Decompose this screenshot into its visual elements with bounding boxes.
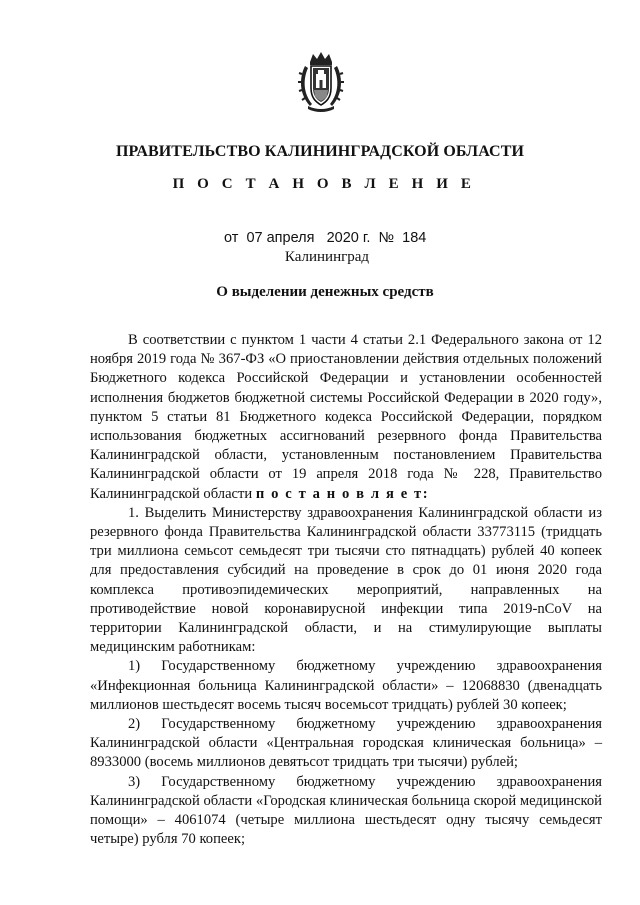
document-body — [90, 331, 602, 849]
coat-of-arms-emblem — [296, 50, 346, 114]
number-sign: № — [378, 230, 395, 246]
document-type: П О С Т А Н О В Л Е Н И Е — [172, 176, 476, 192]
document-number: 184 — [402, 230, 427, 246]
date-line — [224, 230, 426, 246]
preamble-text: В соответствии с пунктом 1 части 4 статьи 2.1 Федерального закона от 12 ноября 2019 года № 367-ФЗ «О приостановлении действия отдельных положений Бюджетного кодекса Российской Федерации и установлении особенностей исполнения бюджетов бюджетной системы Российской Федерации в 2020 году», пунктом 5 статьи 81 Бюджетного кодекса Российской Федерации, порядком использования бюджетных ассигнований резервного фонда Правительства Калининградской области, установленным постановлением Правительства Калининградской области от 19 апреля 2018 года № 228, Правительство Калининградской области — [90, 332, 602, 502]
date-prefix: от — [224, 230, 239, 246]
decree-word: п о с т а н о в л я е т: — [255, 485, 430, 502]
preamble-paragraph — [90, 331, 602, 504]
subitem-1-paragraph: 1) Государственному бюджетному учреждению здравоохранения «Инфекционная больница Калининградской области» – 12068830 (двенадцать миллионов шестьдесят восемь тысяч восемьсот тридцать) рублей 30 копеек; — [90, 658, 602, 713]
document-subject: О выделении денежных средств — [216, 284, 434, 300]
date-value: 07 апреля — [246, 230, 315, 246]
item-1-paragraph: 1. Выделить Министерству здравоохранения Калининградской области из резервного фонда Правительства Калининградской области 33773115 (тридцать три миллиона семьсот семьдесят три тысячи сто пятнадцать) рублей 40 копеек для предоставления субсидий на проведение в срок до 01 июня 2020 года комплекса противоэпидемических мероприятий, направленных на противодействие новой коронавирусной инфекции типа 2019-nCoV на территории Калининградской области, и на стимулирующие выплаты медицинским работникам: — [90, 504, 602, 656]
subitem-3-paragraph: 3) Государственному бюджетному учреждению здравоохранения Калининградской области «Городская клиническая больница скорой медицинской помощи» – 4061074 (четыре миллиона шестьдесят одну тысячу семьдесят четыре) рубля 70 копеек; — [90, 773, 602, 848]
city: Калининград — [284, 249, 370, 265]
subitem-2-paragraph: 2) Государственному бюджетному учреждению здравоохранения Калининградской области «Центральная городская клиническая больница» – 8933000 (восемь миллионов девятьсот тридцать три тысячи) рублей; — [90, 716, 602, 771]
government-name: ПРАВИТЕЛЬСТВО КАЛИНИНГРАДСКОЙ ОБЛАСТИ — [115, 143, 525, 160]
date-year: 2020 г. — [326, 230, 371, 246]
